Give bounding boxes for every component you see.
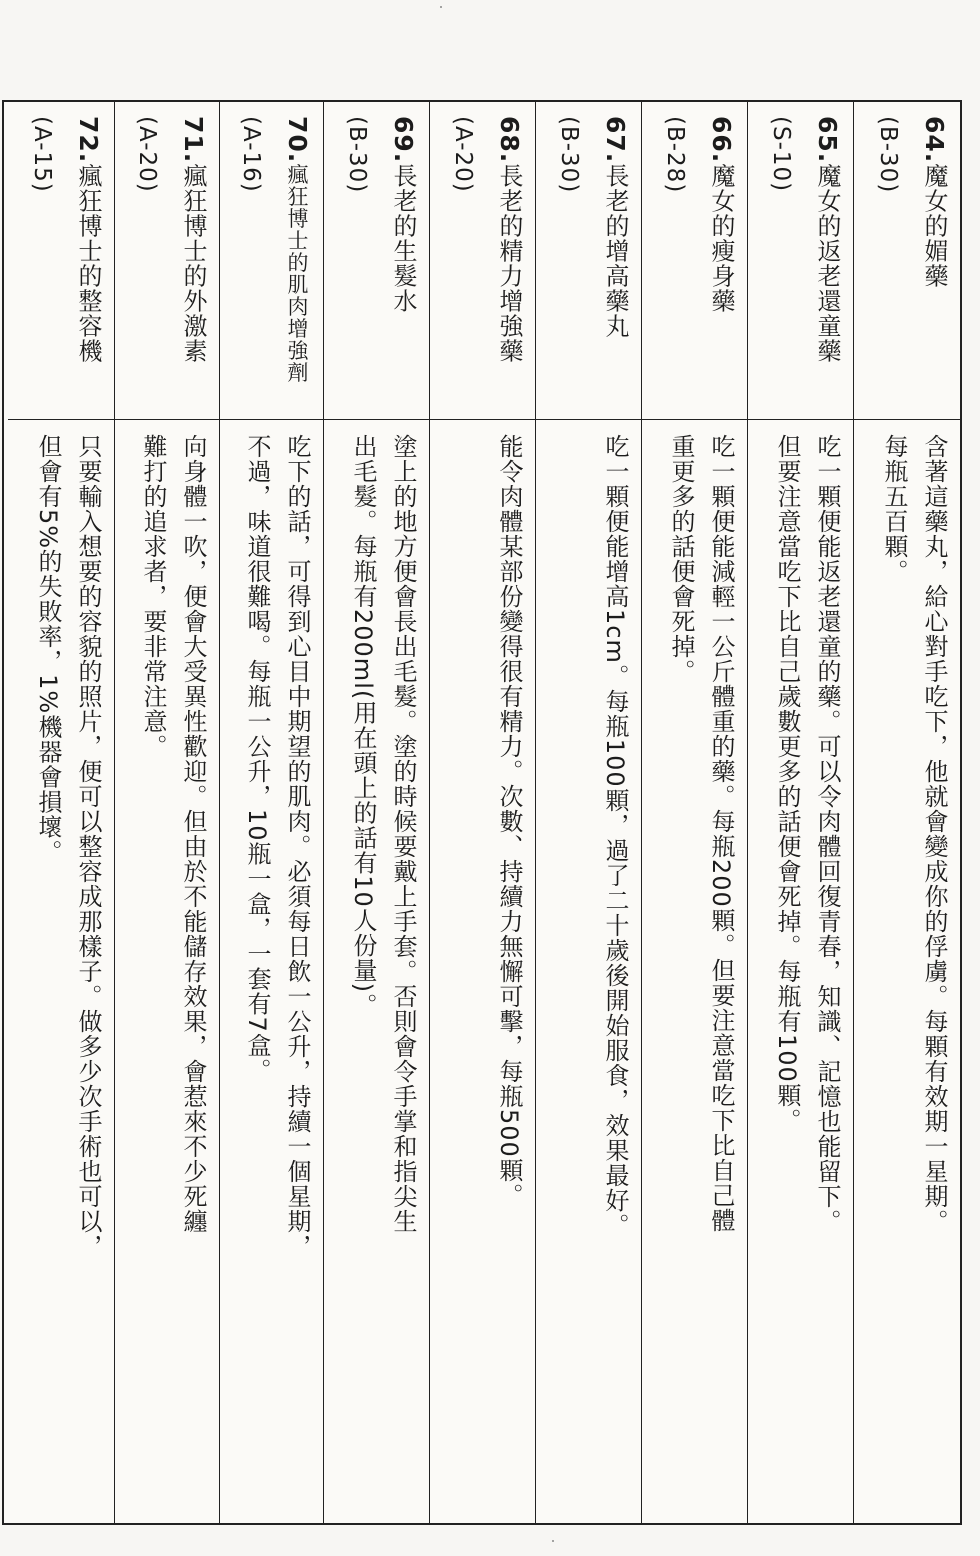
item-name: 長老的精力增強藥 <box>495 163 523 364</box>
item-number: 67. <box>601 116 630 164</box>
item-description <box>854 420 960 1523</box>
item-name: 魔女的瘦身藥 <box>707 163 735 314</box>
table-row <box>535 102 641 1523</box>
item-header <box>536 102 641 420</box>
item-number: 65. <box>813 116 842 164</box>
item-code: (S-10) <box>768 116 794 193</box>
table-row <box>641 102 747 1523</box>
table-row <box>747 102 853 1523</box>
item-description <box>324 420 429 1523</box>
description-line: 含著這藥丸，給心對手吃下，他就會變成你的俘虜。每顆有效期一星期。 <box>920 434 948 1234</box>
item-code: (A-20) <box>134 116 160 193</box>
item-number: 70. <box>283 116 312 164</box>
item-header <box>642 102 747 420</box>
item-code: (B-30) <box>875 116 901 194</box>
item-header <box>854 102 960 420</box>
description-line: 每瓶五百顆。 <box>880 434 908 584</box>
description-line: 出毛髮。每瓶有200ml(用在頭上的話有10人份量)。 <box>349 434 377 1019</box>
description-line: 不過，味道很難喝。每瓶一公升，10瓶一盒，一套有7盒。 <box>243 434 271 1083</box>
scan-speck <box>440 6 442 8</box>
item-description <box>430 420 535 1523</box>
item-description <box>115 420 219 1523</box>
description-line: 能令肉體某部份變得很有精力。次數、持續力無懈可擊，每瓶500顆。 <box>495 434 523 1208</box>
item-code: (B-28) <box>662 116 688 194</box>
item-number: 69. <box>389 116 418 164</box>
item-description <box>642 420 747 1523</box>
item-name: 長老的增高藥丸 <box>601 163 629 339</box>
item-name: 魔女的媚藥 <box>920 163 948 289</box>
item-description <box>8 420 114 1523</box>
description-line: 向身體一吹，便會大受異性歡迎。但由於不能儲存效果，會惹來不少死纏 <box>179 434 207 1234</box>
description-line: 吃一顆便能減輕一公斤體重的藥。每瓶200顆。但要注意當吃下比自己體 <box>707 434 735 1233</box>
item-description <box>536 420 641 1523</box>
item-header <box>748 102 853 420</box>
item-name: 瘋狂博士的肌肉增強劑 <box>285 163 309 384</box>
item-number: 71. <box>179 116 208 164</box>
item-name: 瘋狂博士的外激素 <box>179 163 207 364</box>
description-line: 塗上的地方便會長出毛髮。塗的時候要戴上手套。否則會令手掌和指尖生 <box>389 434 417 1234</box>
table-row <box>114 102 219 1523</box>
description-line: 但要注意當吃下比自己歲數更多的話便會死掉。每瓶有100顆。 <box>773 434 801 1133</box>
item-header <box>430 102 535 420</box>
item-description <box>220 420 323 1523</box>
item-number: 68. <box>495 116 524 164</box>
item-number: 66. <box>707 116 736 164</box>
item-number: 72. <box>74 116 103 164</box>
description-line: 但會有5%的失敗率，1%機器會損壞。 <box>34 434 62 865</box>
item-number: 64. <box>920 116 949 164</box>
item-code: (B-30) <box>344 116 370 194</box>
description-line: 吃下的話，可得到心目中期望的肌肉。必須每日飲一公升，持續一個星期， <box>283 434 311 1259</box>
description-line: 難打的追求者，要非常注意。 <box>139 434 167 759</box>
item-name: 長老的生髮水 <box>389 163 417 314</box>
table-row <box>8 102 114 1523</box>
table-row <box>429 102 535 1523</box>
item-code: (A-16) <box>238 116 264 193</box>
table-row <box>323 102 429 1523</box>
table-row <box>853 102 960 1523</box>
item-name: 魔女的返老還童藥 <box>813 163 841 364</box>
table-row <box>219 102 323 1523</box>
description-line: 吃一顆便能增高1cm。每瓶100顆，過了二十歲後開始服食，效果最好。 <box>601 434 629 1238</box>
description-line: 只要輸入想要的容貌的照片，便可以整容成那樣子。做多少次手術也可以， <box>74 434 102 1259</box>
item-name: 瘋狂博士的整容機 <box>74 163 102 364</box>
description-line: 重更多的話便會死掉。 <box>667 434 695 684</box>
item-code: (A-15) <box>29 116 55 193</box>
item-description <box>748 420 853 1523</box>
item-header <box>8 102 114 420</box>
item-header <box>115 102 219 420</box>
item-header <box>220 102 323 420</box>
item-code: (A-20) <box>450 116 476 193</box>
item-code: (B-30) <box>556 116 582 194</box>
description-line: 吃一顆便能返老還童的藥。可以令肉體回復青春，知識、記憶也能留下。 <box>813 434 841 1234</box>
item-table <box>2 100 962 1525</box>
item-header <box>324 102 429 420</box>
scan-speck <box>552 1540 554 1542</box>
